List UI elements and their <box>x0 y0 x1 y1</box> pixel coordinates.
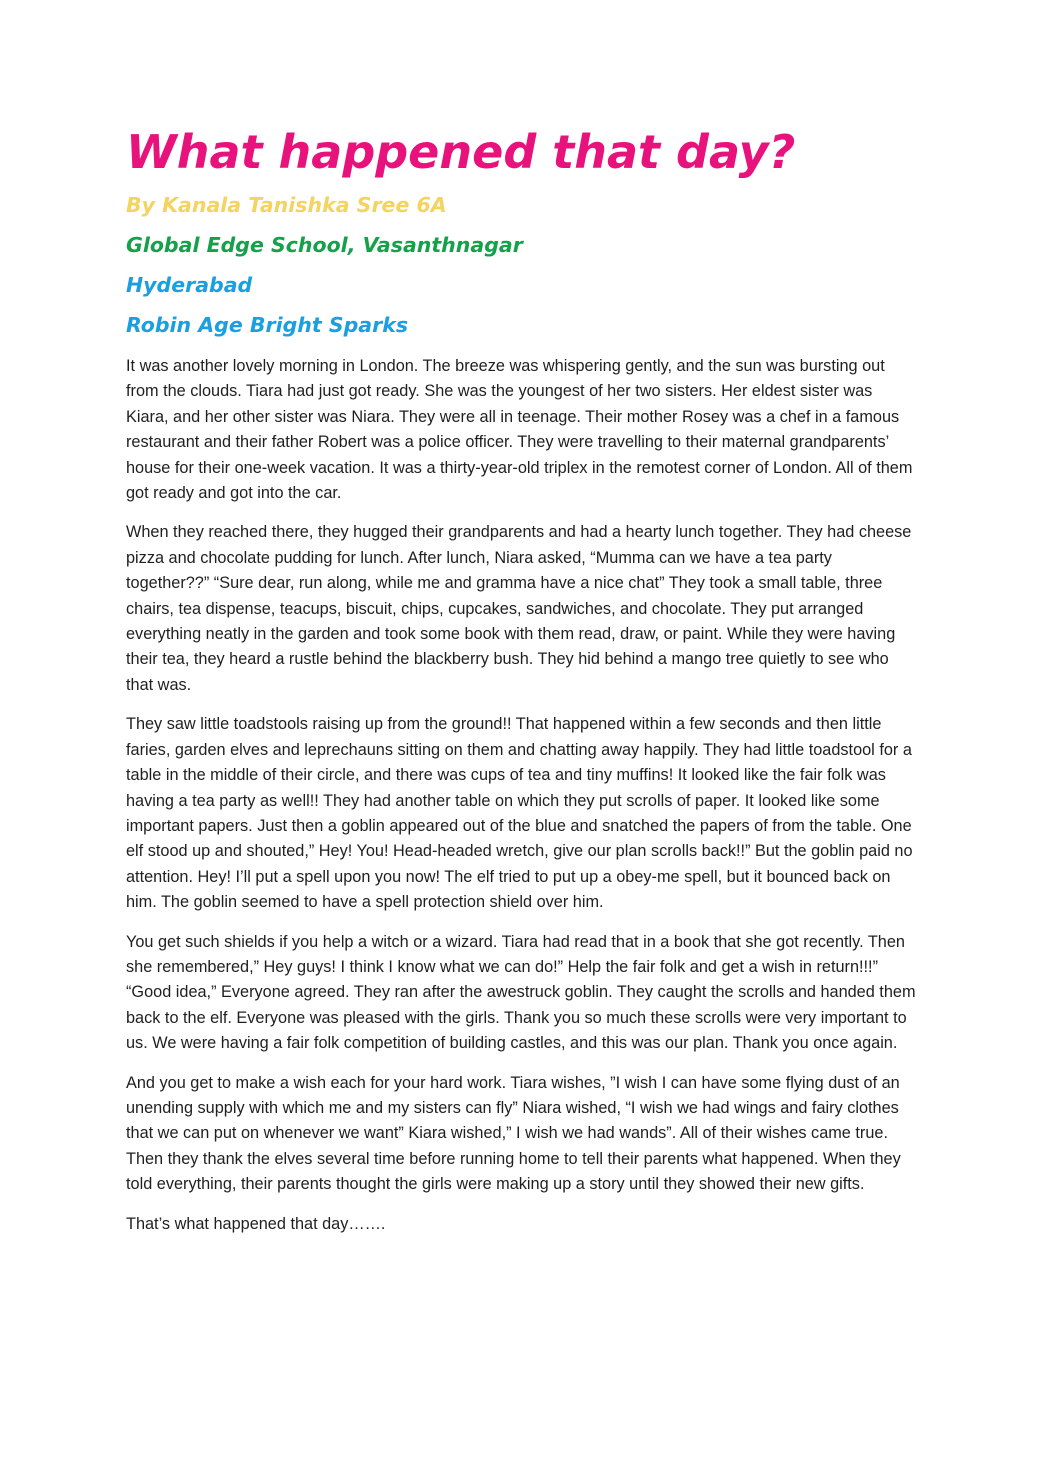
document-page <box>126 120 916 1251</box>
city-line: Hyderabad <box>126 273 253 297</box>
story-paragraph: And you get to make a wish each for your hard work. Tiara wishes, ”I wish I can have some flying dust of an unending supply with which me and my sisters can fly” Niara wished, “I wish we had wings and fairy clothes that we can put on whenever we want” Kiara wished,” I wish we had wands”. All of their wishes came true. Then they thank the elves several time before running home to tell their parents what happened. When they told everything, their parents thought the girls were making up a story until they showed their new gifts. <box>126 1073 901 1194</box>
story-paragraph: When they reached there, they hugged their grandparents and had a hearty lunch together. They had cheese pizza and chocolate pudding for lunch. After lunch, Niara asked, “Mumma can we have a tea party together??” “Sure dear, run along, while me and gramma have a nice chat” They took a small table, three chairs, tea dispense, teacups, biscuit, chips, cupcakes, sandwiches, and chocolate. They put arranged everything neatly in the garden and took some book with them read, draw, or paint. While they were having their tea, they heard a rustle behind the blackberry bush. They hid behind a mango tree quietly to see who that was. <box>126 523 912 694</box>
story-paragraph: You get such shields if you help a witch or a wizard. Tiara had read that in a book that she got recently. Then she remembered,” Hey guys! I think I know what we can do!” Help the fair folk and get a wish in return!!!” “Good idea,” Everyone agreed. They ran after the awestruck goblin. They caught the scrolls and handed them back to the elf. Everyone was pleased with the girls. Thank you so much these scrolls were very important to us. We were having a fair folk competition of building castles, and this was our plan. Thank you once again. <box>126 932 916 1053</box>
story-body <box>126 354 916 1237</box>
program-line: Robin Age Bright Sparks <box>126 313 409 337</box>
story-paragraph: It was another lovely morning in London. The breeze was whispering gently, and the sun was bursting out from the clouds. Tiara had just got ready. She was the youngest of her two sisters. Her eldest sister was Kiara, and her other sister was Niara. They were all in teenage. Their mother Rosey was a chef in a famous restaurant and their father Robert was a police officer. They were travelling to their maternal grandparents’ house for their one-week vacation. It was a thirty-year-old triplex in the remotest corner of London. All of them got ready and got into the car. <box>126 357 913 503</box>
story-closing-line: That’s what happened that day……. <box>126 1214 386 1233</box>
school-line: Global Edge School, Vasanthnagar <box>126 233 523 257</box>
author-line: By Kanala Tanishka Sree 6A <box>126 193 447 217</box>
story-paragraph: They saw little toadstools raising up from the ground!! That happened within a few seconds and then little faries, garden elves and leprechauns sitting on them and chatting away happily. They had little toadstool for a table in the middle of their circle, and there was cups of tea and tiny muffins! It looked like the fair folk was having a tea party as well!! They had another table on which they put scrolls of paper. It looked like some important papers. Just then a goblin appeared out of the blue and snatched the papers of from the table. One elf stood up and shouted,” Hey! You! Head-headed wretch, give our plan scrolls back!!” But the goblin paid no attention. Hey! I’ll put a spell upon you now! The elf tried to put up a obey-me spell, but it bounced back on him. The goblin seemed to have a spell protection shield over him. <box>126 715 913 912</box>
document-title: What happened that day? <box>126 125 796 179</box>
